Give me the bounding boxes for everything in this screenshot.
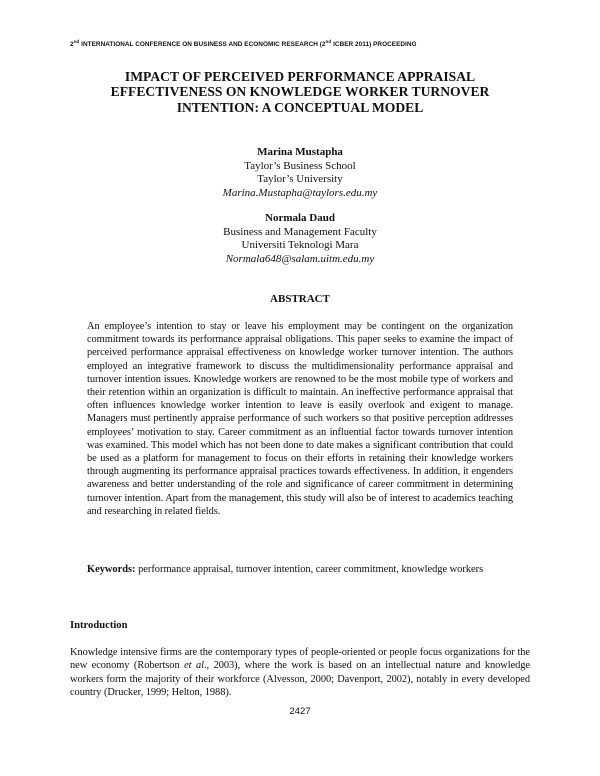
page-number: 2427 <box>289 706 311 717</box>
author-block-2 <box>150 212 450 266</box>
keywords-label: Keywords: <box>87 564 136 575</box>
title-line-1: IMPACT OF PERCEIVED PERFORMANCE APPRAISAL <box>124 69 476 84</box>
intro-text-part-1: Knowledge intensive firms are the contemporary types of people-oriented or people focus organizations for the new economy (Robertson <box>70 647 530 672</box>
header-text-2: INTERNATIONAL CONFERENCE ON BUSINESS AND ECONOMIC RESEARCH (2 <box>79 41 326 48</box>
author-affiliation: Universiti Teknologi Mara <box>241 239 359 251</box>
title-line-2: EFFECTIVENESS ON KNOWLEDGE WORKER TURNOVER <box>110 84 490 100</box>
author-affiliation: Business and Management Faculty <box>223 225 377 238</box>
header-text-1: 2 <box>70 41 74 48</box>
intro-text-part-2: ., 2003), where the work is based on an intellectual nature and knowledge workers form the majority of their workforce (Alvesson, 2000; Davenport, 2002), notably in every developed country (Drucker, 1999; Helton, 1988). <box>70 660 530 699</box>
header-sup-2: nd <box>325 39 332 44</box>
header-sup-1: nd <box>73 39 80 44</box>
abstract-heading: ABSTRACT <box>270 293 330 305</box>
author-affiliation: Taylor’s University <box>257 173 343 185</box>
author-name: Normala Daud <box>265 212 335 224</box>
paper-title <box>80 69 520 115</box>
author-affiliation: Taylor’s Business School <box>244 159 356 172</box>
running-header <box>70 39 540 48</box>
introduction-heading: Introduction <box>70 620 128 631</box>
keywords-text: performance appraisal, turnover intention, career commitment, knowledge workers <box>135 564 484 575</box>
author-email: Normala648@salam.uitm.edu.my <box>225 252 375 265</box>
author-email: Marina.Mustapha@taylors.edu.my <box>222 186 378 199</box>
header-text-3: ICBER 2011) PROCEEDING <box>331 41 417 48</box>
intro-etal: et al <box>184 660 204 672</box>
title-line-3: INTENTION: A CONCEPTUAL MODEL <box>176 99 424 115</box>
abstract-text: An employee’s intention to stay or leave his employment may be contingent on the organization commitment towards its performance appraisal obligations. This paper seeks to examine the impact of perceived performance appraisal effectiveness on knowledge worker turnover intention. The authors employed an integrative framework to discuss the multidimensionality performance appraisal and turnover intention issues. Knowledge workers are renowned to be the most mobile type of workers and their retention within an organization is difficult to maintain. An ineffective performance appraisal that often influences knowledge worker intention to leave is easily overlook and exigent to manage. Managers must pertinently appraise performance of such workers so that positive perception addresses employees’ motivation to stay. Career commitment as an influential factor towards turnover intention was examined. This model which has not been done to date makes a significant contribution that could be used as a platform for management to focus on their efforts in retaining their knowledge workers through augmenting its performance appraisal practices towards effectiveness. In addition, it engenders awareness and better understanding of the role and significance of career commitment in determining turnover intention. Apart from the management, this study will also be of interest to academics teaching and researching in related fields. <box>87 321 513 517</box>
author-name: Marina Mustapha <box>257 146 343 158</box>
introduction-text <box>70 646 530 700</box>
keywords <box>87 563 513 576</box>
author-block-1 <box>150 146 450 200</box>
